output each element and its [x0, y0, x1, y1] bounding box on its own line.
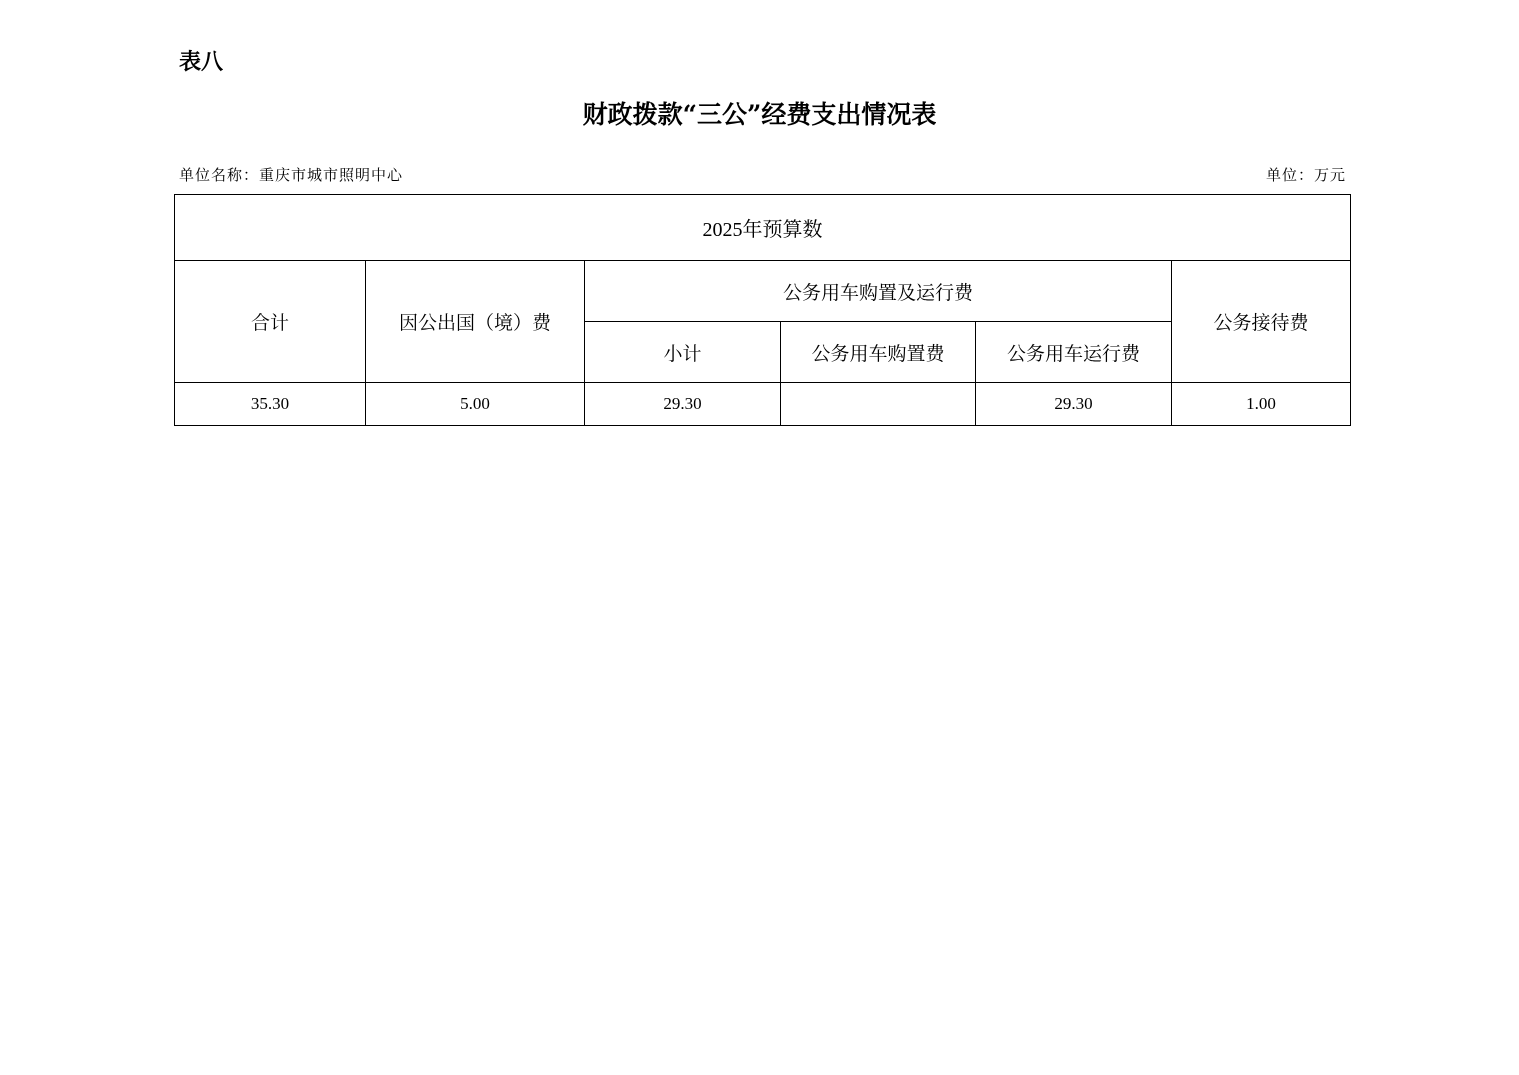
header-vehicle-operation: 公务用车运行费: [976, 322, 1172, 383]
header-reception: 公务接待费: [1172, 261, 1351, 383]
value-vehicle-operation: 29.30: [976, 383, 1172, 426]
value-total: 35.30: [175, 383, 366, 426]
header-vehicle-purchase: 公务用车购置费: [781, 322, 976, 383]
year-header-row: [175, 195, 1351, 261]
document-title: 财政拨款“三公”经费支出情况表: [582, 100, 937, 129]
value-overseas: 5.00: [366, 383, 585, 426]
value-reception: 1.00: [1172, 383, 1351, 426]
year-header: 2025年预算数: [175, 195, 1351, 261]
unit-label: 单位：万元: [1265, 166, 1346, 184]
value-vehicle-purchase: [781, 383, 976, 426]
header-total: 合计: [175, 261, 366, 383]
table-row: [175, 383, 1351, 426]
header-vehicle-subtotal: 小计: [585, 322, 781, 383]
header-vehicle-group: 公务用车购置及运行费: [585, 261, 1172, 322]
unit-name: 单位名称：重庆市城市照明中心: [179, 166, 404, 184]
header-overseas: 因公出国（境）费: [366, 261, 585, 383]
header-row-1: [175, 261, 1351, 322]
value-vehicle-subtotal: 29.30: [585, 383, 781, 426]
table-label: 表八: [179, 50, 224, 75]
expense-table: [174, 194, 1351, 426]
